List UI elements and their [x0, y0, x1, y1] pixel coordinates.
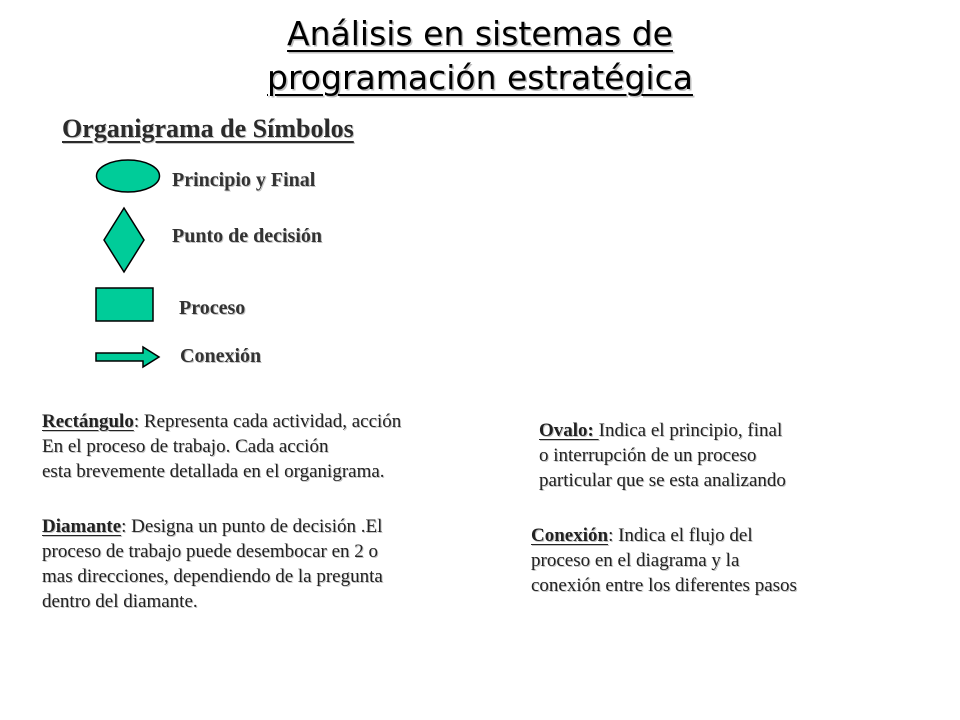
- oval-symbol: [95, 158, 161, 194]
- diamante-line4: dentro del diamante.: [42, 591, 198, 612]
- rectangulo-line3: esta brevemente detallada en el organigrama.: [42, 461, 385, 482]
- diamante-line2: proceso de trabajo puede desembocar en 2 o: [42, 541, 379, 562]
- rectangulo-line2: En el proceso de trabajo. Cada acción: [42, 436, 329, 457]
- slide-title: [0, 12, 960, 100]
- arrow-symbol: [95, 345, 161, 369]
- arrow-symbol-label: Conexión: [180, 345, 262, 367]
- diamante-term: Diamante: [42, 516, 122, 537]
- ovalo-line1: Indica el principio, final: [598, 420, 783, 441]
- rectangulo-term: Rectángulo: [42, 411, 134, 432]
- conexion-line3: conexión entre los diferentes pasos: [531, 575, 797, 596]
- conexion-line1: : Indica el flujo del: [608, 525, 753, 546]
- slide-title-line1: Análisis en sistemas de: [287, 14, 673, 53]
- ovalo-line3: particular que se esta analizando: [539, 470, 786, 491]
- rectangle-symbol: [95, 287, 155, 323]
- oval-symbol-label: Principio y Final: [172, 169, 316, 191]
- slide-subtitle: Organigrama de Símbolos: [62, 114, 354, 143]
- conexion-line2: proceso en el diagrama y la: [531, 550, 740, 571]
- conexion-description: [531, 523, 797, 598]
- conexion-term: Conexión: [531, 525, 609, 546]
- ovalo-description: [539, 418, 786, 493]
- slide-title-line2: programación estratégica: [267, 58, 693, 97]
- ovalo-term: Ovalo:: [539, 420, 599, 441]
- diamond-symbol-label: Punto de decisión: [172, 225, 323, 247]
- diamond-symbol: [102, 206, 146, 274]
- rectangle-symbol-label: Proceso: [179, 297, 246, 319]
- ovalo-line2: o interrupción de un proceso: [539, 445, 757, 466]
- rectangulo-line1: : Representa cada actividad, acción: [133, 411, 402, 432]
- diamante-description: [42, 514, 383, 614]
- rectangulo-description: [42, 409, 401, 484]
- diamante-line3: mas direcciones, dependiendo de la pregunta: [42, 566, 383, 587]
- diamante-line1: : Designa un punto de decisión .El: [121, 516, 383, 537]
